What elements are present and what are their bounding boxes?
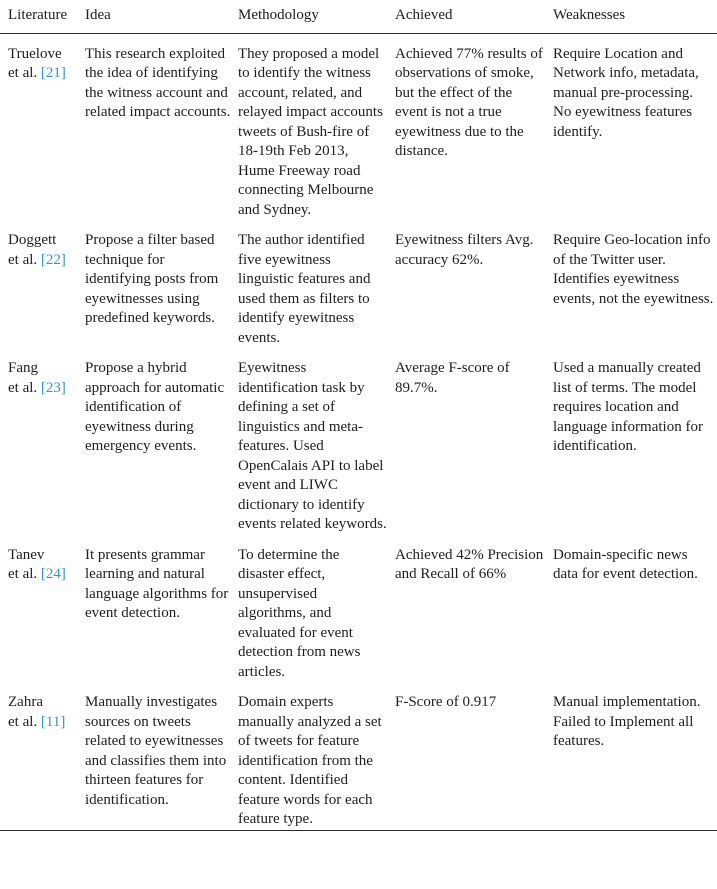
column-header-idea: Idea xyxy=(85,0,238,33)
methodology-cell: They proposed a model to identify the witness account, related, and relayed impact accounts tweets of Bush-fire of 18-19th Feb 2013, Hume Freeway road connecting Melbourne and Sydney. xyxy=(238,45,383,218)
weaknesses-cell: Require Location and Network info, metadata, manual pre-processing. No eyewitness features identify. xyxy=(553,45,699,140)
etal-label: et al. xyxy=(8,379,38,396)
etal-label: et al. xyxy=(8,251,38,268)
methodology-cell: Domain experts manually analyzed a set of tweets for feature identification from the content. Identified feature words for each feature type. xyxy=(238,694,382,827)
achieved-cell: Achieved 42% Precision and Recall of 66% xyxy=(395,546,544,582)
table-row xyxy=(0,535,717,683)
weaknesses-cell: Manual implementation. Failed to Implement all features. xyxy=(553,694,701,749)
achieved-cell: Average F-score of 89.7%. xyxy=(395,360,510,396)
achieved-cell: F-Score of 0.917 xyxy=(395,694,497,710)
etal-label: et al. xyxy=(8,713,38,730)
author-name: Truelove xyxy=(8,45,62,62)
author-name: Fang xyxy=(8,360,38,376)
methodology-cell: Eyewitness identification task by defining a set of linguistics and meta-features. Used OpenCalais API to label event and LIWC dictionary to identify events related keywords. xyxy=(238,360,387,532)
table-row xyxy=(0,33,717,220)
methodology-cell: The author identified five eyewitness linguistic features and used them as filters to identify eyewitness events. xyxy=(238,232,371,346)
column-header-literature: Literature xyxy=(0,0,85,33)
citation-link[interactable]: [21] xyxy=(40,65,66,81)
table-header-row xyxy=(0,0,717,33)
literature-cell xyxy=(0,682,85,830)
idea-cell: Propose a hybrid approach for automatic identification of eyewitness during emergency events. xyxy=(85,360,225,454)
weaknesses-cell: Used a manually created list of terms. The model requires location and language information for identification. xyxy=(553,360,703,454)
column-header-achieved: Achieved xyxy=(395,0,553,33)
literature-cell xyxy=(0,535,85,683)
literature-cell xyxy=(0,220,85,348)
achieved-cell: Eyewitness filters Avg. accuracy 62%. xyxy=(395,232,534,268)
weaknesses-cell: Domain-specific news data for event detection. xyxy=(553,546,698,582)
table-row xyxy=(0,220,717,348)
table-row xyxy=(0,682,717,830)
column-header-methodology: Methodology xyxy=(238,0,395,33)
achieved-cell: Achieved 77% results of observations of smoke, but the effect of the event is not a true eyewitness due to the distance. xyxy=(395,45,543,159)
literature-cell xyxy=(0,348,85,535)
etal-label: et al. xyxy=(8,566,38,582)
etal-label: et al. xyxy=(8,65,38,81)
table-row xyxy=(0,348,717,535)
author-name: Tanev xyxy=(8,546,45,563)
column-header-weaknesses: Weaknesses xyxy=(553,0,717,33)
citation-link[interactable]: [23] xyxy=(40,379,66,396)
author-name: Doggett xyxy=(8,232,57,248)
citation-link[interactable]: [11] xyxy=(40,713,66,730)
literature-cell xyxy=(0,33,85,220)
citation-link[interactable]: [22] xyxy=(40,251,66,268)
weaknesses-cell: Require Geo-location info of the Twitter user. Identifies eyewitness events, not the eyewitness. xyxy=(553,232,714,307)
idea-cell: Propose a filter based technique for identifying posts from eyewitnesses using predefined keywords. xyxy=(85,232,219,326)
author-name: Zahra xyxy=(8,694,43,710)
citation-link[interactable]: [24] xyxy=(40,566,66,582)
methodology-cell: To determine the disaster effect, unsupervised algorithms, and evaluated for event detection from news articles. xyxy=(238,546,361,680)
idea-cell: This research exploited the idea of identifying the witness account and related impact accounts. xyxy=(85,45,231,120)
idea-cell: It presents grammar learning and natural language algorithms for event detection. xyxy=(85,546,229,621)
idea-cell: Manually investigates sources on tweets related to eyewitnesses and classifies them into thirteen features for identification. xyxy=(85,694,227,808)
